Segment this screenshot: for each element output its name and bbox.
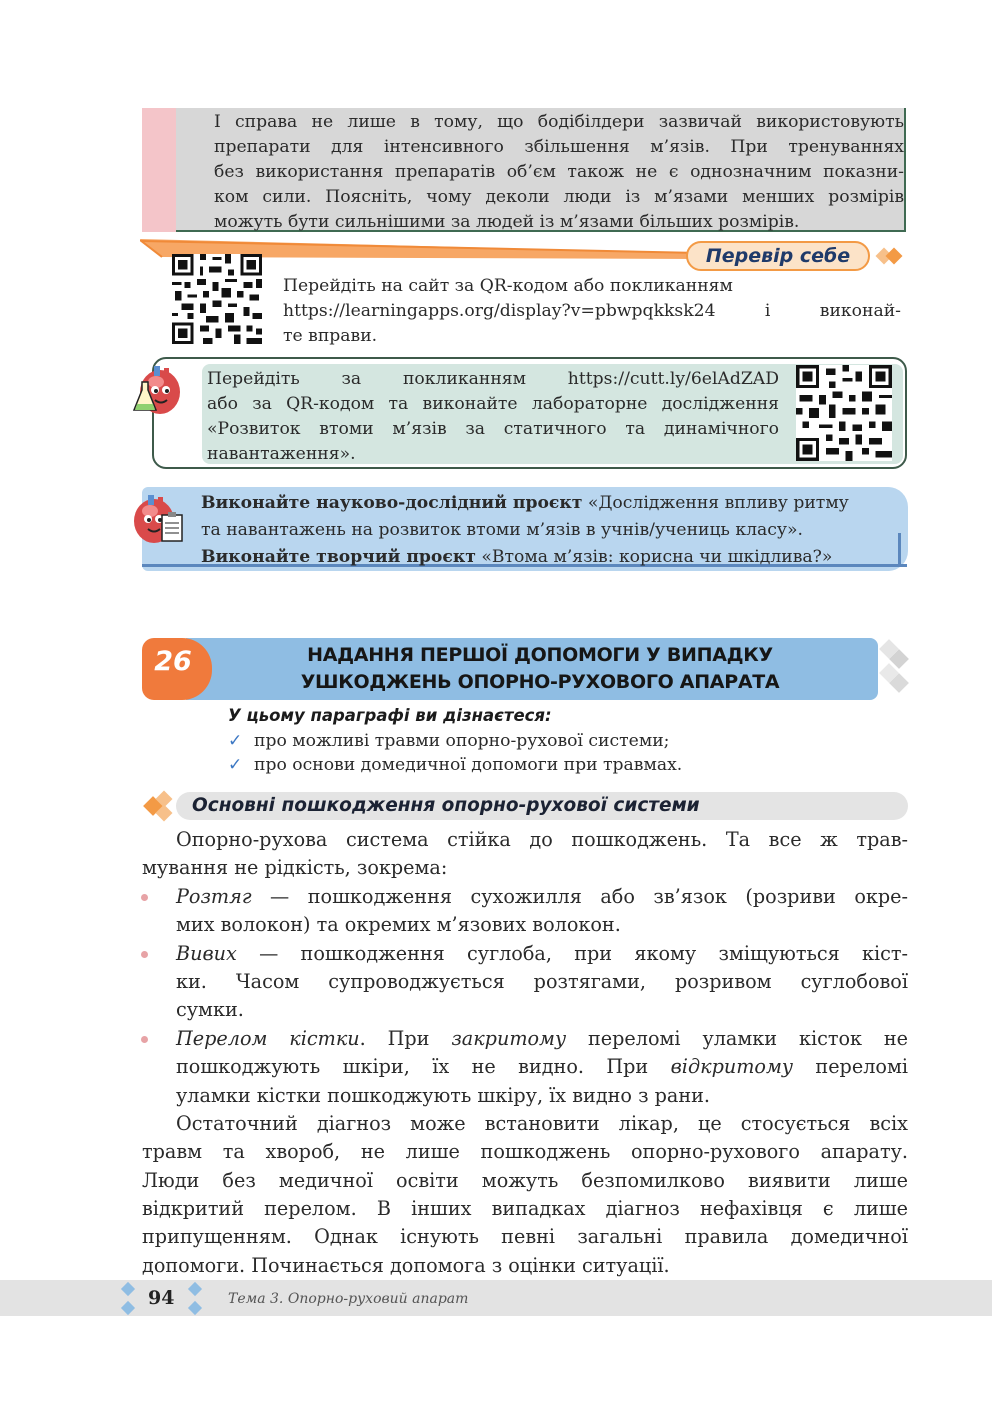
paragraph-title-line: НАДАННЯ ПЕРШОЇ ДОПОМОГИ У ВИПАДКУ [307, 644, 773, 666]
body-line: Люди без медичної освіти можуть безпомилково виявити лише [142, 1168, 908, 1192]
body-line: ки. Часом супроводжується розтягами, розривом суглобової [176, 969, 908, 993]
learn-item-text: про можливі травми опорно-рухової системи; [254, 731, 670, 751]
learn-heading: У цьому параграфі ви дізнаєтеся: [228, 706, 552, 725]
diamond-ornament-icon [140, 790, 182, 824]
question-line: ком сили. Поясніть, чому деколи люди із м’язами менших розмірів [214, 187, 904, 207]
project-line [201, 490, 901, 517]
body-line-part: — пошкодження суглоба, при якому зміщуються кіст- [236, 941, 908, 965]
lab-work-text [207, 367, 779, 467]
question-line: І справа не лише в тому, що бодібілдери зазвичай використовують [214, 112, 904, 132]
bullet-icon [141, 951, 148, 958]
learn-item-text: про основи домедичної допомоги при травмах. [254, 755, 683, 775]
learn-item [228, 753, 682, 777]
section-title: Основні пошкодження опорно-рухової системи [192, 795, 700, 816]
check-yourself-line: Перейдіть на сайт за QR-кодом або покликанням [283, 276, 733, 296]
check-yourself-line: те вправи. [283, 326, 378, 346]
paragraph-number: 26 [142, 638, 212, 700]
term-closed: закритому [451, 1026, 567, 1050]
term-fracture: Перелом кістки [176, 1026, 360, 1050]
bullet-icon [141, 894, 148, 901]
page-number: 94 [148, 1287, 175, 1309]
body-line: мування не рідкість, зокрема: [142, 856, 448, 880]
body-text [142, 826, 908, 1280]
checkmark-icon: ✓ [228, 731, 243, 751]
body-line: травм та хвороб, не лише пошкоджень опорно-рухового апарату. [142, 1140, 908, 1164]
footer-topic: Тема 3. Опорно-руховий апарат [228, 1291, 469, 1307]
lab-work-link-line[interactable]: Перейдіть за покликанням https://cutt.ly/6elAdZAD [207, 369, 779, 389]
term-open: відкритому [670, 1055, 793, 1079]
list-item-sprain [142, 883, 908, 911]
project-label: Виконайте творчий проєкт [201, 547, 476, 567]
body-line: Опорно-рухова система стійка до пошкоджень. Та все ж трав- [176, 828, 908, 851]
bullet-icon [141, 1036, 148, 1043]
project-line: та навантажень на розвиток втоми м’язів в учнів/учениць класу». [201, 520, 803, 540]
body-line: уламки кістки пошкоджують шкіру, їх видно з рани. [176, 1083, 711, 1107]
body-line: відкритий перелом. В інших випадках діагноз нефахівця є лише [142, 1197, 908, 1221]
learn-item [228, 729, 669, 753]
body-line: припущенням. Однак існують певні загальні правила домедичної [142, 1225, 908, 1249]
list-item-dislocation [142, 940, 908, 968]
check-yourself-link[interactable]: https://learningapps.org/display?v=pbwpqkksk24 і виконай- [283, 301, 901, 321]
body-line: сумки. [176, 998, 244, 1022]
body-line: Остаточний діагноз може встановити лікар, це стосується всіх [176, 1111, 908, 1135]
question-box-accent [142, 108, 176, 232]
project-line [201, 544, 901, 571]
lab-work-line: або за QR-кодом та виконайте лабораторне дослідження [207, 394, 779, 414]
check-yourself-badge: Перевір себе [686, 241, 870, 271]
body-line-part: переломі уламки кісток не [566, 1026, 909, 1050]
paragraph-title-line: УШКОДЖЕНЬ ОПОРНО-РУХОВОГО АПАРАТА [300, 671, 780, 693]
question-line: без використання препаратів об’єм також не є однозначним показни- [214, 162, 904, 182]
term-sprain: Розтяг [176, 884, 252, 908]
term-dislocation: Вивих [176, 941, 237, 965]
qr-code-icon[interactable] [796, 365, 892, 461]
qr-code-icon[interactable] [172, 254, 262, 344]
project-title: «Дослідження впливу ритму [582, 493, 849, 513]
question-text [214, 110, 904, 235]
project-title: «Втома м’язів: корисна чи шкідлива?» [475, 547, 833, 567]
question-line: препарати для інтенсивного збільшення м’язів. При тренуваннях [214, 137, 904, 157]
body-line [142, 1053, 908, 1081]
body-line-part: пошкоджують шкіри, їх не видно. При [176, 1055, 671, 1079]
list-item-fracture [142, 1025, 908, 1053]
project-text [201, 490, 901, 571]
check-yourself-text [283, 274, 901, 349]
question-line: можуть бути сильнішими за людей із м’язами більших розмірів. [214, 212, 800, 232]
heart-mascot-flask-icon [128, 362, 186, 420]
heart-mascot-clipboard-icon [128, 491, 186, 549]
checkmark-icon: ✓ [228, 755, 243, 775]
body-line-part: переломі [793, 1055, 908, 1079]
body-line: мих волокон) та окремих м’язових волокон. [176, 913, 621, 937]
lab-work-line: навантаження». [207, 444, 356, 464]
diamond-ornament-icon [872, 244, 908, 272]
body-line-part: . При [359, 1026, 452, 1050]
body-line: допомоги. Починається допомога з оцінки ситуації. [142, 1253, 670, 1277]
body-line-part: — пошкодження сухожилля або зв’язок (розриви окре- [251, 884, 908, 908]
paragraph-title [210, 642, 870, 696]
lab-work-line: «Розвиток втоми м’язів за статичного та динамічного [207, 419, 779, 439]
project-label: Виконайте науково-дослідний проєкт [201, 493, 583, 513]
diamond-ornament-icon [876, 636, 912, 700]
